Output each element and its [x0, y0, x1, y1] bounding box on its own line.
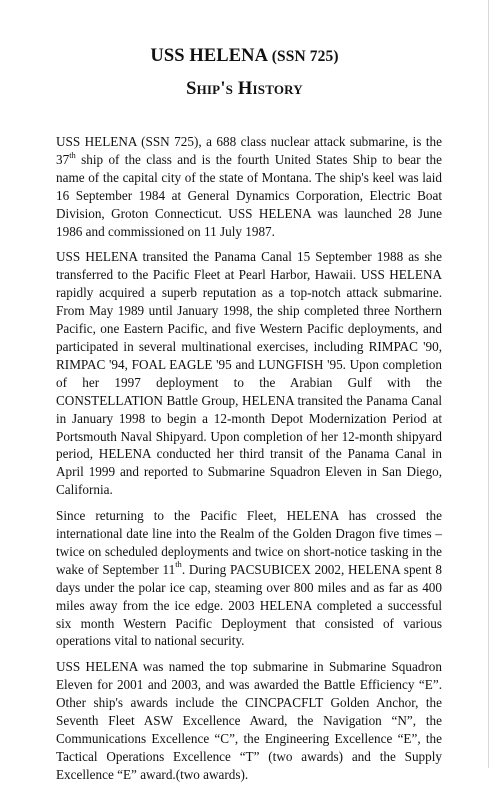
document-body	[56, 133, 442, 792]
superscript-ordinal: th	[175, 559, 182, 570]
title-hull-number: (SSN 725)	[271, 48, 339, 65]
paragraph-commissioning: USS HELENA (SSN 725), a 688 class nuclear attack submarine, is the 37th ship of the class and is the fourth United States Ship to bear the name of the capital city of the state of Montana. The ship's keel was laid 16 September 1984 at General Dynamics Corporation, Electric Boat Division, Groton Connecticut. USS HELENA was launched 28 June 1986 and commissioned on 11 July 1987.	[56, 134, 442, 239]
document-title	[0, 46, 489, 67]
title-ship-name: USS HELENA	[150, 46, 268, 66]
paragraph-awards: USS HELENA was named the top submarine in Submarine Squadron Eleven for 2001 and 2003, and was awarded the Battle Efficiency “E”. Other ship's awards include the CINCPACFLT Golden Anchor, the Seventh Fleet ASW Excellence Award, the Navigation “N”, the Communications Excellence “C”, the Engineering Excellence “E”, the Tactical Operations Excellence “T” (two awards) and the Supply Excellence “E” award.(two awards).	[56, 659, 442, 782]
paragraph-operations: USS HELENA transited the Panama Canal 15 September 1988 as she transferred to the Pacific Fleet at Pearl Harbor, Hawaii. USS HELENA rapidly acquired a superb reputation as a top-notch attack submarine. From May 1989 until January 1998, the ship completed three Northern Pacific, one Eastern Pacific, and five Western Pacific deployments, and participated in several multinational exercises, including RIMPAC '90, RIMPAC '94, FOAL EAGLE '95 and LUNGFISH '95. Upon completion of her 1997 deployment to the Arabian Gulf with the CONSTELLATION Battle Group, HELENA transited the Panama Canal in January 1998 to begin a 12-month Depot Modernization Period at Portsmouth Naval Shipyard. Upon completion of her 12-month shipyard period, HELENA conducted her third transit of the Panama Canal in April 1999 and reported to Submarine Squadron Eleven in San Diego, California.	[56, 249, 442, 498]
superscript-ordinal: th	[69, 149, 76, 160]
paragraph-pacific-fleet: Since returning to the Pacific Fleet, HELENA has crossed the international date line into the Realm of the Golden Dragon five times – twice on scheduled deployments and twice on short-notice tasking in the wake of September 11th. During PACSUBICEX 2002, HELENA spent 8 days under the polar ice cap, steaming over 800 miles and as far as 400 miles away from the ice edge. 2003 HELENA completed a successful six month Western Pacific Deployment that consisted of various operations vital to national security.	[56, 508, 442, 649]
document-subtitle: Ship's History	[186, 79, 303, 99]
